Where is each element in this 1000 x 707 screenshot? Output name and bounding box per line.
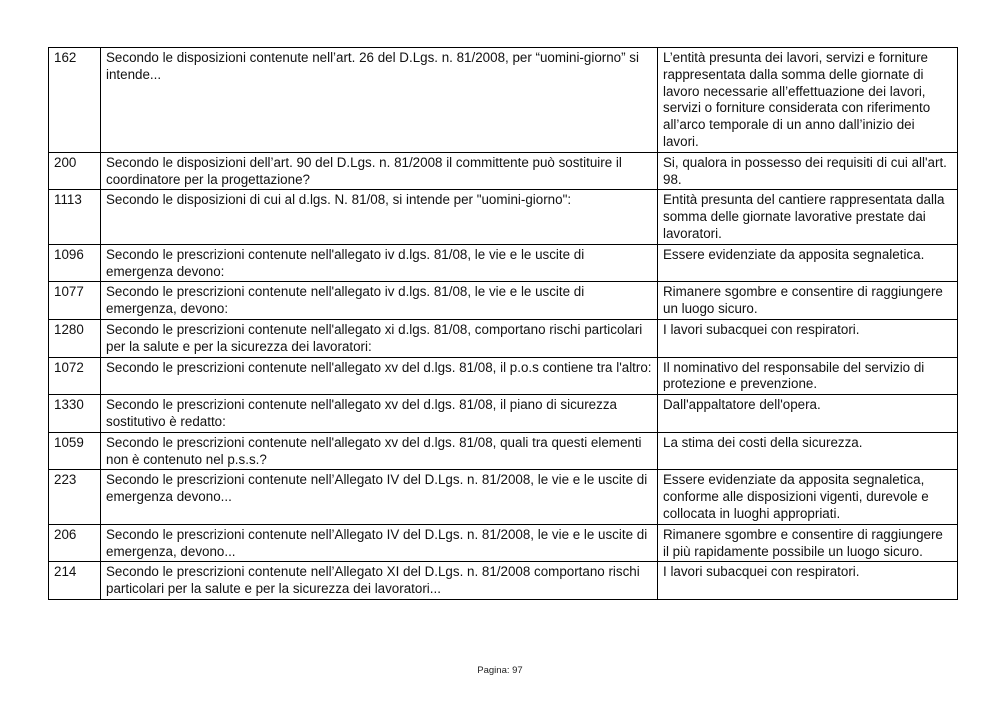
answer-text: Essere evidenziate da apposita segnaletica, conforme alle disposizioni vigenti, durevole e collocata in luoghi appropriati. (658, 470, 958, 524)
question-number: 206 (49, 524, 101, 562)
question-number: 1280 (49, 319, 101, 357)
table-row (49, 190, 958, 244)
answer-text: Essere evidenziate da apposita segnaletica. (658, 244, 958, 282)
table-row (49, 282, 958, 320)
question-text: Secondo le prescrizioni contenute nell’Allegato IV del D.Lgs. n. 81/2008, le vie e le uscite di emergenza, devono... (101, 524, 658, 562)
answer-text: Il nominativo del responsabile del servizio di protezione e prevenzione. (658, 357, 958, 395)
answer-text: Rimanere sgombre e consentire di raggiungere il più rapidamente possibile un luogo sicuro. (658, 524, 958, 562)
question-number: 1096 (49, 244, 101, 282)
table-row (49, 319, 958, 357)
question-number: 214 (49, 562, 101, 600)
question-number: 1059 (49, 432, 101, 470)
table-row (49, 357, 958, 395)
question-text: Secondo le prescrizioni contenute nell’Allegato XI del D.Lgs. n. 81/2008 comportano rischi particolari per la salute e per la sicurezza dei lavoratori... (101, 562, 658, 600)
table-row (49, 395, 958, 433)
answer-text: La stima dei costi della sicurezza. (658, 432, 958, 470)
answer-text: I lavori subacquei con respiratori. (658, 319, 958, 357)
question-number: 1077 (49, 282, 101, 320)
question-number: 1072 (49, 357, 101, 395)
question-text: Secondo le prescrizioni contenute nell'allegato xv del d.lgs. 81/08, il p.o.s contiene tra l'altro: (101, 357, 658, 395)
table-row (49, 48, 958, 153)
question-text: Secondo le disposizioni dell’art. 90 del D.Lgs. n. 81/2008 il committente può sostituire il coordinatore per la progettazione? (101, 152, 658, 190)
answer-text: I lavori subacquei con respiratori. (658, 562, 958, 600)
question-number: 1113 (49, 190, 101, 244)
question-text: Secondo le prescrizioni contenute nell'allegato iv d.lgs. 81/08, le vie e le uscite di emergenza, devono: (101, 282, 658, 320)
question-text: Secondo le disposizioni di cui al d.lgs. N. 81/08, si intende per "uomini-giorno": (101, 190, 658, 244)
question-text: Secondo le disposizioni contenute nell’art. 26 del D.Lgs. n. 81/2008, per “uomini-giorno” si intende... (101, 48, 658, 153)
question-number: 200 (49, 152, 101, 190)
table-row (49, 562, 958, 600)
question-text: Secondo le prescrizioni contenute nell'allegato xv del d.lgs. 81/08, il piano di sicurezza sostitutivo è redatto: (101, 395, 658, 433)
answer-text: Entità presunta del cantiere rappresentata dalla somma delle giornate lavorative prestate dai lavoratori. (658, 190, 958, 244)
question-text: Secondo le prescrizioni contenute nell’Allegato IV del D.Lgs. n. 81/2008, le vie e le uscite di emergenza devono... (101, 470, 658, 524)
table-row (49, 470, 958, 524)
table-row (49, 432, 958, 470)
answer-text: L’entità presunta dei lavori, servizi e forniture rappresentata dalla somma delle giornate di lavoro necessarie all’effettuazione dei lavori, servizi o forniture considerata con riferimento all’arco temporale di un anno dall’inizio dei lavori. (658, 48, 958, 153)
table-row (49, 524, 958, 562)
question-answer-table (48, 47, 958, 600)
table-row (49, 244, 958, 282)
question-number: 223 (49, 470, 101, 524)
answer-text: Rimanere sgombre e consentire di raggiungere un luogo sicuro. (658, 282, 958, 320)
question-text: Secondo le prescrizioni contenute nell'allegato xi d.lgs. 81/08, comportano rischi particolari per la salute e per la sicurezza dei lavoratori: (101, 319, 658, 357)
question-number: 1330 (49, 395, 101, 433)
answer-text: Dall'appaltatore dell'opera. (658, 395, 958, 433)
table-row (49, 152, 958, 190)
question-text: Secondo le prescrizioni contenute nell'allegato xv del d.lgs. 81/08, quali tra questi elementi non è contenuto nel p.s.s.? (101, 432, 658, 470)
question-text: Secondo le prescrizioni contenute nell'allegato iv d.lgs. 81/08, le vie e le uscite di emergenza devono: (101, 244, 658, 282)
answer-text: Si, qualora in possesso dei requisiti di cui all'art. 98. (658, 152, 958, 190)
question-number: 162 (49, 48, 101, 153)
page-number: Pagina: 97 (477, 665, 523, 676)
